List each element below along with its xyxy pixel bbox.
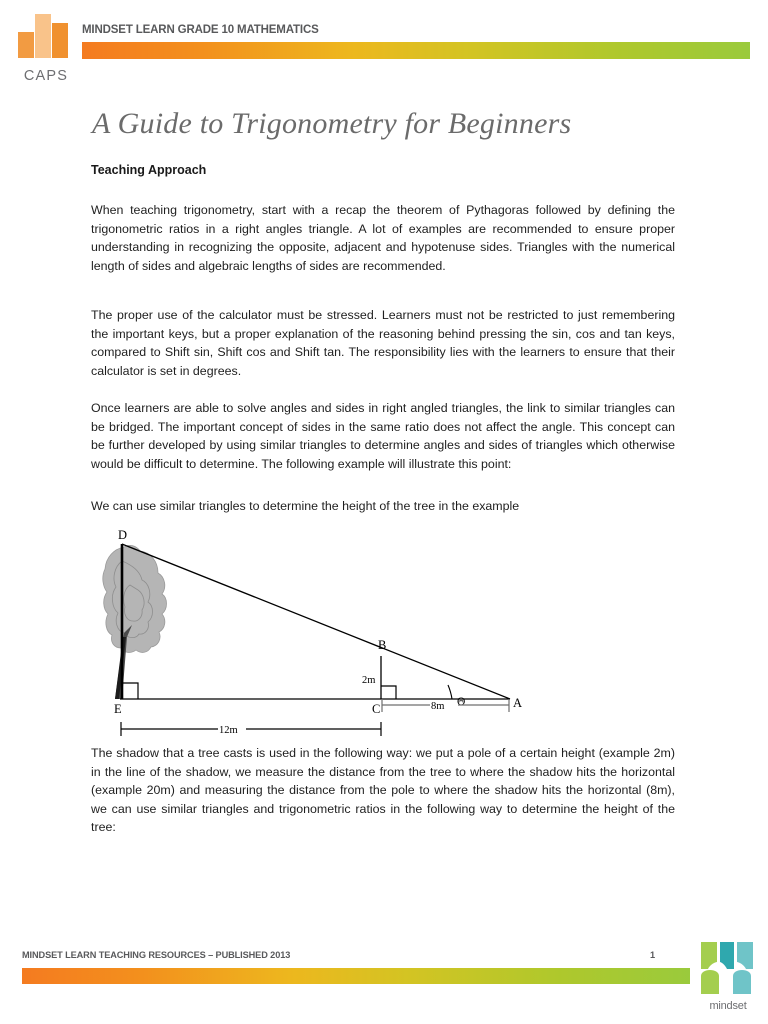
- page-header: [0, 0, 768, 92]
- page-number: 1: [650, 950, 656, 960]
- vertex-label-C: C: [372, 702, 381, 716]
- header-title: MINDSET LEARN GRADE 10 MATHEMATICS: [82, 24, 319, 36]
- footer-publication-text: MINDSET LEARN TEACHING RESOURCES – PUBLISHED 2013: [22, 950, 291, 960]
- dimension-8m: [382, 699, 509, 712]
- mindset-logo-label: mindset: [709, 1000, 747, 1012]
- caps-logo-bar-3: [52, 23, 68, 58]
- dimension-label-12m: 12m: [219, 725, 238, 736]
- tree-canopy-icon: [103, 545, 167, 652]
- caps-logo-label: CAPS: [23, 68, 69, 84]
- hypotenuse-line-DA: [122, 544, 510, 699]
- caps-logo: [18, 12, 74, 84]
- paragraph-3: Once learners are able to solve angles and sides in right angled triangles, the link to similar triangles can be bridged. The important concept of sides in the same ratio does not affect the angle. This concept can be further developed by using similar triangles to determine angles and sides of triangles which otherwise would be difficult to determine. The following example will illustrate this point:: [91, 401, 675, 471]
- dimension-label-pole-height: 2m: [362, 675, 376, 686]
- right-angle-marker-E: [122, 683, 138, 699]
- angle-label-theta: Θ: [457, 696, 466, 708]
- paragraph-4: We can use similar triangles to determine the height of the tree in the example: [91, 499, 520, 513]
- paragraph-1: When teaching trigonometry, start with a recap the theorem of Pythagoras followed by defining the trigonometric ratios in a right angles triangle. A lot of examples are recommended to ensure proper understanding in recognizing the opposite, adjacent and hypotenuse sides. Triangles with the numerical length of sides and algebraic lengths of sides are recommended.: [91, 203, 675, 273]
- vertex-label-A: A: [513, 696, 523, 710]
- mindset-logo: [697, 932, 759, 1014]
- paragraph-5: The shadow that a tree casts is used in the following way: we put a pole of a certain height (example 2m) in the line of the shadow, we measure the distance from the tree to where the shadow hits the horizontal (example 20m) and measuring the distance from the pole to where the shadow hits the horizontal (8m), we can use similar triangles and trigonometric ratios in the following way to determine the height of the tree:: [91, 746, 675, 834]
- similar-triangles-diagram: [100, 525, 525, 740]
- vertex-label-E: E: [114, 702, 122, 716]
- dimension-12m: [121, 722, 381, 736]
- page-title: A Guide to Trigonometry for Beginners: [92, 107, 572, 140]
- angle-arc-A: [448, 685, 452, 699]
- mindset-logo-mark: [697, 932, 759, 1000]
- paragraph-2: The proper use of the calculator must be stressed. Learners must not be restricted to just remembering the important keys, but a proper explanation of the reasoning behind pressing the sin, cos and tan keys, compared to Shift sin, Shift cos and Shift tan. The responsibility lies with the learners to ensure that their calculator is set in degrees.: [91, 308, 675, 378]
- right-angle-marker-C: [381, 686, 396, 699]
- footer-accent-bar: [22, 968, 690, 984]
- vertex-label-B: B: [378, 638, 387, 652]
- dimension-label-8m: 8m: [431, 701, 445, 712]
- caps-logo-bar-1: [18, 32, 34, 58]
- section-heading: Teaching Approach: [91, 163, 207, 177]
- caps-logo-bar-2: [35, 14, 51, 58]
- header-accent-bar: [82, 42, 750, 59]
- page-footer: [0, 932, 768, 1024]
- vertex-label-D: D: [118, 528, 128, 542]
